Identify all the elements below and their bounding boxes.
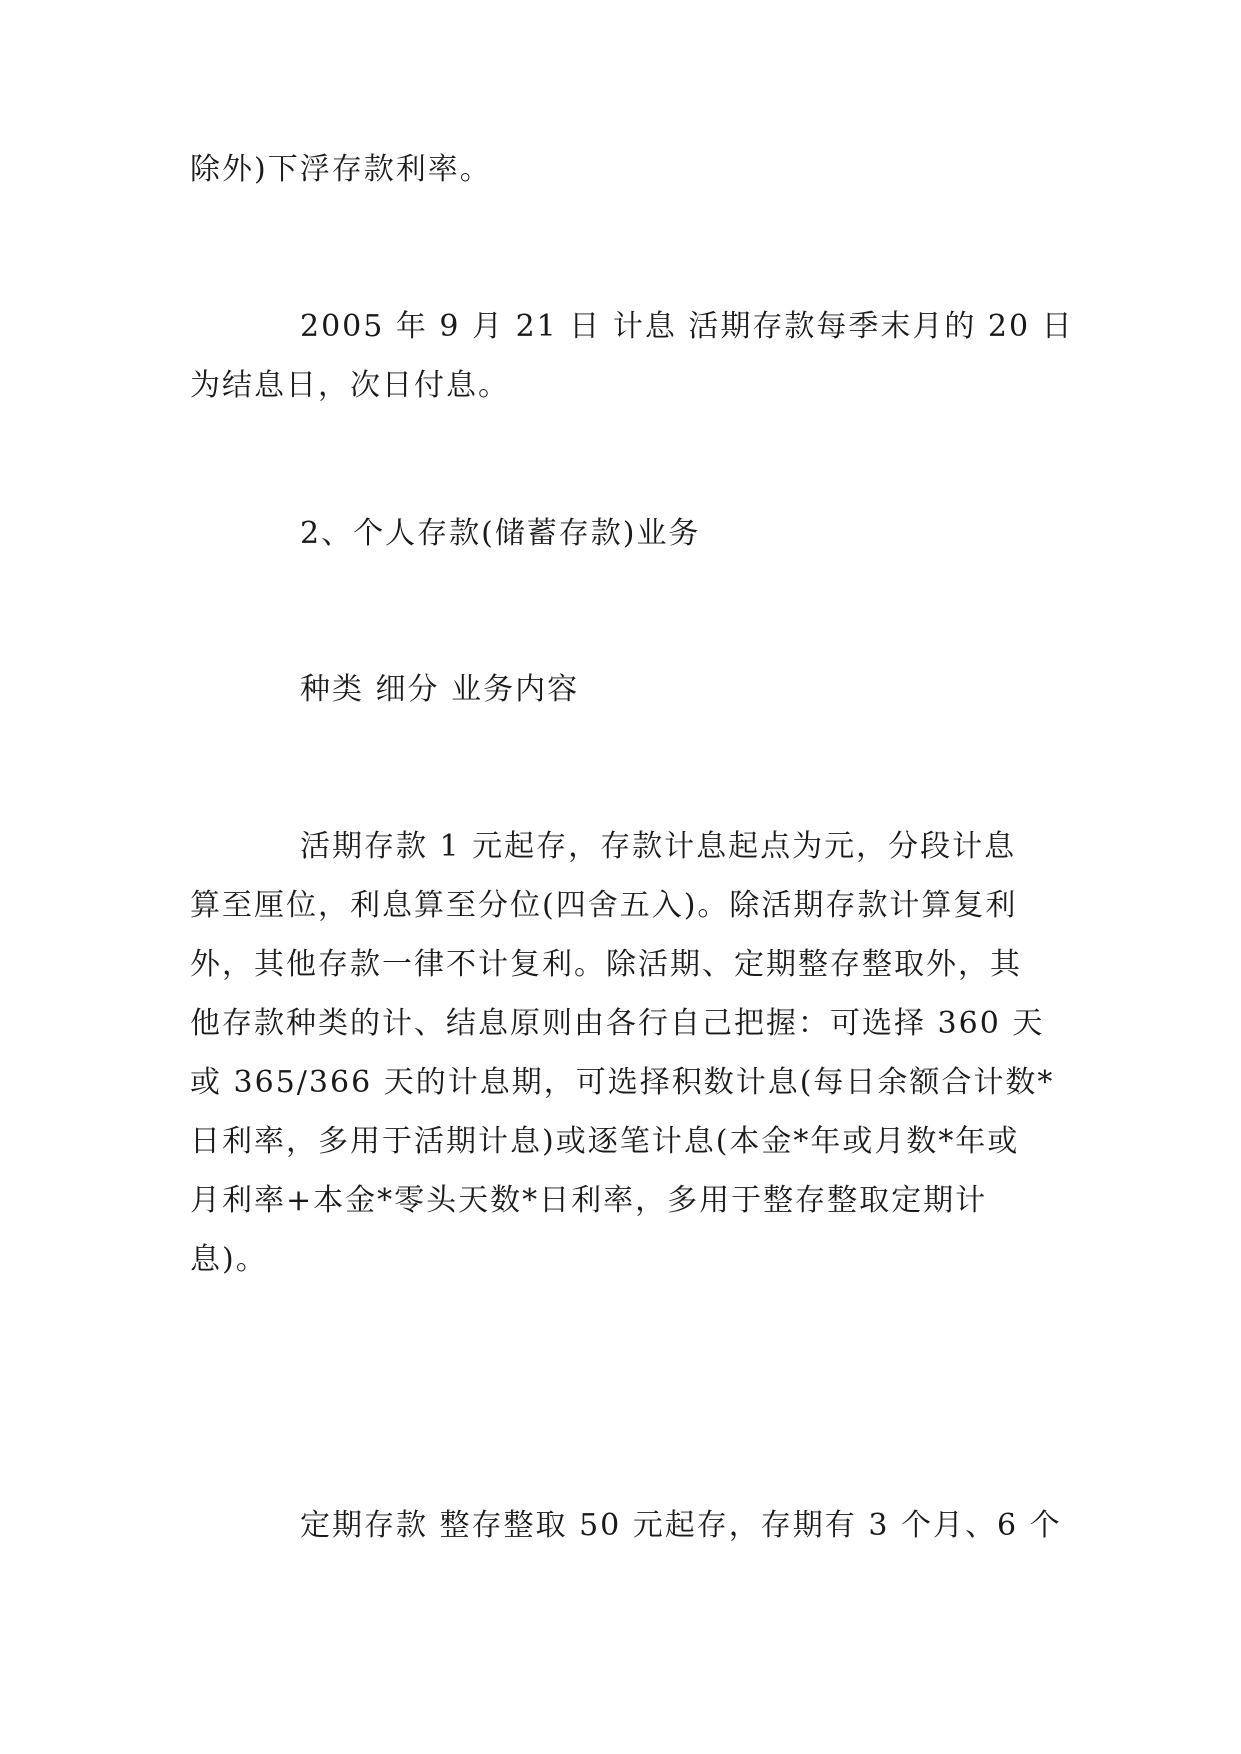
- paragraph-demand-deposit: [190, 817, 1060, 1289]
- text-line: 定期存款 整存整取 50 元起存，存期有 3 个月、6 个: [300, 1508, 1062, 1543]
- text-line: 他存款种类的计、结息原则由各行自己把握：可选择 360 天: [190, 1006, 1045, 1041]
- table-header-line: [190, 660, 1060, 719]
- text-line: 息)。: [190, 1242, 268, 1277]
- text-line: 2005 年 9 月 21 日 计息 活期存款每季末月的 20 日: [300, 309, 1074, 344]
- section-heading-personal-deposit: [190, 504, 1060, 563]
- text-line: 2、个人存款(储蓄存款)业务: [300, 516, 701, 551]
- paragraph-time-deposit: [190, 1496, 1060, 1555]
- text-line: 外，其他存款一律不计复利。除活期、定期整存整取外，其: [190, 947, 1022, 982]
- text-line: 月利率+本金*零头天数*日利率，多用于整存整取定期计: [190, 1183, 988, 1218]
- text-line: 活期存款 1 元起存，存款计息起点为元，分段计息: [300, 829, 1017, 864]
- paragraph-interest-date: [190, 297, 1074, 415]
- text-line: 日利率，多用于活期计息)或逐笔计息(本金*年或月数*年或: [190, 1124, 1020, 1159]
- text-line: 算至厘位，利息算至分位(四舍五入)。除活期存款计算复利: [190, 888, 1018, 923]
- text-line: 或 365/366 天的计息期，可选择积数计息(每日余额合计数*: [190, 1065, 1055, 1100]
- paragraph-rate-note: [190, 140, 1060, 199]
- text-line: 除外)下浮存款利率。: [190, 152, 492, 187]
- text-line: 为结息日，次日付息。: [190, 368, 510, 403]
- text-line: 种类 细分 业务内容: [300, 672, 580, 707]
